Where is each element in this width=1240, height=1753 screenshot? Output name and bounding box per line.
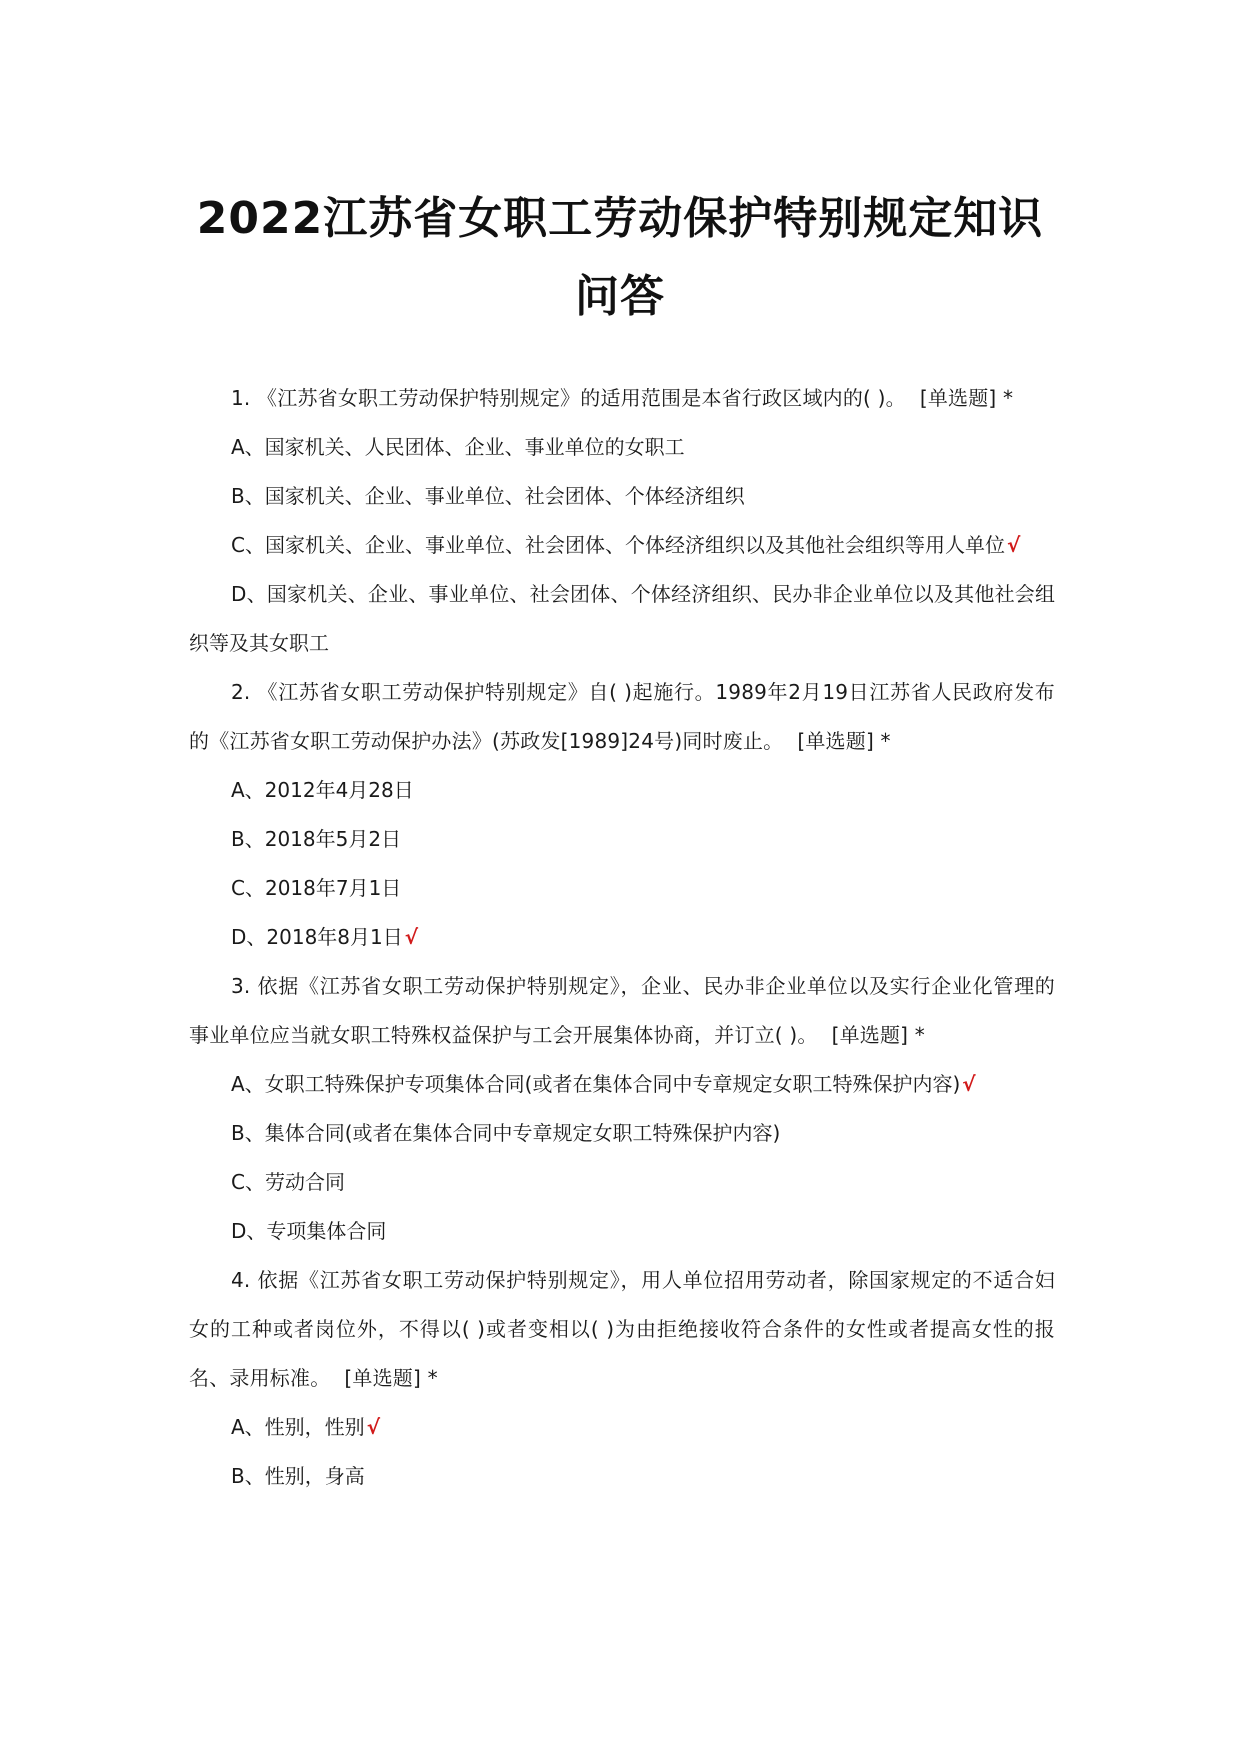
question-3-option-d: D、专项集体合同 <box>231 1219 387 1243</box>
question-2-option-b: B、2018年5月2日 <box>231 827 402 851</box>
question-1-stem: 1. 《江苏省女职工劳动保护特别规定》的适用范围是本省行政区域内的( )。 [单选题] * <box>231 386 1014 410</box>
document-title <box>150 180 1090 336</box>
question-3-stem: 3. 依据《江苏省女职工劳动保护特别规定》，企业、民办非企业单位以及实行企业化管理的事业单位应当就女职工特殊权益保护与工会开展集体协商，并订立( )。 [单选题] * <box>189 974 1055 1047</box>
question-list <box>189 374 1055 1501</box>
question-1-option-b: B、国家机关、企业、事业单位、社会团体、个体经济组织 <box>231 484 745 508</box>
question-1-option-d: D、国家机关、企业、事业单位、社会团体、个体经济组织、民办非企业单位以及其他社会组织等及其女职工 <box>189 582 1055 655</box>
question-type-tag: [单选题] * <box>919 386 1014 410</box>
question-2-option-a: A、2012年4月28日 <box>231 778 414 802</box>
question-type-tag: [单选题] * <box>831 1023 925 1047</box>
correct-check-icon: √ <box>404 925 419 949</box>
question-4-option-b: B、性别，身高 <box>231 1464 365 1488</box>
question-type-tag: [单选题] * <box>797 729 891 753</box>
title-line-1: 2022江苏省女职工劳动保护特别规定知识 <box>196 193 1044 244</box>
question-2-option-c: C、2018年7月1日 <box>231 876 402 900</box>
correct-check-icon: √ <box>962 1072 976 1096</box>
question-1-option-a: A、国家机关、人民团体、企业、事业单位的女职工 <box>231 435 685 459</box>
title-line-2: 问答 <box>575 271 665 322</box>
question-type-tag: [单选题] * <box>344 1366 438 1390</box>
question-3-option-a: A、女职工特殊保护专项集体合同(或者在集体合同中专章规定女职工特殊保护内容) √ <box>231 1072 976 1096</box>
correct-check-icon: √ <box>1006 533 1021 557</box>
question-3-option-c: C、劳动合同 <box>231 1170 345 1194</box>
question-4-option-a: A、性别，性别 √ <box>231 1415 381 1439</box>
question-1-option-c: C、国家机关、企业、事业单位、社会团体、个体经济组织以及其他社会组织等用人单位 √ <box>231 533 1021 557</box>
correct-check-icon: √ <box>366 1415 381 1439</box>
question-3-option-b: B、集体合同(或者在集体合同中专章规定女职工特殊保护内容) <box>231 1121 781 1145</box>
question-2-option-d: D、2018年8月1日 √ <box>231 925 419 949</box>
question-2-stem: 2. 《江苏省女职工劳动保护特别规定》自( )起施行。1989年2月19日江苏省人民政府发布的《江苏省女职工劳动保护办法》(苏政发[1989]24号)同时废止。 [单选题] * <box>189 680 1055 753</box>
question-4-stem: 4. 依据《江苏省女职工劳动保护特别规定》，用人单位招用劳动者，除国家规定的不适合妇女的工种或者岗位外，不得以( )或者变相以( )为由拒绝接收符合条件的女性或者提高女性的报名、录用标准。 [单选题] * <box>189 1268 1055 1390</box>
